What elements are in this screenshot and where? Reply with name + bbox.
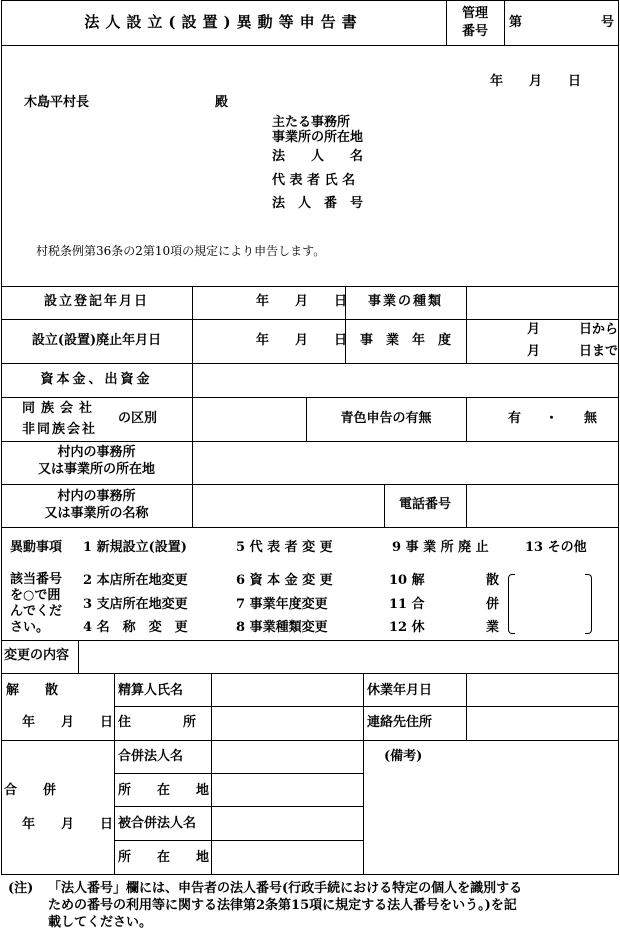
change-item-3[interactable]: 3 支店所在地変更 xyxy=(83,597,188,612)
change-item-12[interactable]: 12 休 xyxy=(389,620,425,635)
change-label-1: 異動事項 xyxy=(10,540,63,555)
merge-corp-label: 合併法人名 xyxy=(118,749,184,764)
blue-no[interactable]: 無 xyxy=(584,411,598,426)
change-label-3: を○で囲 xyxy=(10,588,61,603)
note-line-2: ための番号の利用等に関する法律第2条第15項に規定する法人番号をいう。)を記 xyxy=(48,898,517,913)
village-office-name-label-1: 村内の事務所 xyxy=(57,489,136,504)
form-title: 法人設立(設置)異動等申告書 xyxy=(84,13,363,31)
capital-label: 資本金、出資金 xyxy=(40,372,153,387)
village-office-name-label-2: 又は事業所の名称 xyxy=(44,506,149,521)
office-label-2: 事業所の所在地 xyxy=(272,130,364,145)
change-item-10[interactable]: 10 解 xyxy=(389,573,425,588)
phone-label: 電話番号 xyxy=(398,497,451,512)
change-label-2: 該当番号 xyxy=(10,572,63,587)
merge-corp-location-label: 所 在 地 xyxy=(118,783,210,798)
blue-return-label: 青色申告の有無 xyxy=(340,411,432,426)
change-item-11-suffix: 併 xyxy=(486,597,500,612)
change-item-13[interactable]: 13 その他 xyxy=(525,540,587,555)
number-suffix: 号 xyxy=(601,15,615,30)
addressee: 木島平村長 xyxy=(24,95,90,110)
honorific: 殿 xyxy=(215,95,229,110)
fiscal-to: 月 日まで xyxy=(527,344,619,359)
reg-date-label: 設立登記年月日 xyxy=(43,294,149,309)
change-item-1[interactable]: 1 新規設立(設置) xyxy=(83,540,187,555)
corp-name-label: 法 人 名 xyxy=(272,149,364,164)
statement: 村税条例第36条の2第10項の規定により申告します。 xyxy=(36,244,326,258)
blue-yes[interactable]: 有 xyxy=(508,411,522,426)
dissolve-date: 年 月 日 xyxy=(22,715,114,730)
dissolve-label: 解 散 xyxy=(6,683,59,698)
rep-name-label: 代 表 者 氏 名 xyxy=(272,173,356,188)
change-item-8[interactable]: 8 事業種類変更 xyxy=(236,620,328,635)
merge-label: 合 併 xyxy=(4,783,57,798)
note-line-3: 載してください。 xyxy=(48,915,153,930)
office-label-1: 主たる事務所 xyxy=(272,115,351,130)
change-item-5[interactable]: 5 代 表 者 変 更 xyxy=(236,540,333,555)
village-office-loc-label-2: 又は事業所の所在地 xyxy=(37,462,155,477)
merged-corp-location-label: 所 在 地 xyxy=(118,850,210,865)
change-label-4: んでくだ xyxy=(10,604,63,619)
blue-dot: ・ xyxy=(545,411,559,426)
change-content-label: 変更の内容 xyxy=(4,648,70,663)
abolish-date-value: 年 月 日 xyxy=(256,333,348,348)
corp-number-label: 法 人 番 号 xyxy=(272,196,364,211)
change-label-5: さい。 xyxy=(10,620,50,635)
change-item-11[interactable]: 11 合 xyxy=(389,597,425,612)
liquidator-label: 精算人氏名 xyxy=(118,683,184,698)
change-item-9[interactable]: 9 事 業 所 廃 止 xyxy=(392,540,489,555)
remarks-label: (備考) xyxy=(384,749,423,764)
mgmt-label-1: 管理 xyxy=(461,6,488,21)
number-prefix: 第 xyxy=(509,15,523,30)
change-item-4[interactable]: 4 名 称 変 更 xyxy=(83,620,188,635)
bracket-right xyxy=(585,574,592,634)
village-office-loc-label-1: 村内の事務所 xyxy=(57,445,136,460)
non-family-company-label: 非同族会社 xyxy=(22,422,98,437)
change-item-12-suffix: 業 xyxy=(486,620,500,635)
contact-address-label: 連絡先住所 xyxy=(367,715,433,730)
bracket-left xyxy=(508,574,515,634)
family-company-label: 同族会社 xyxy=(22,401,99,416)
change-item-2[interactable]: 2 本店所在地変更 xyxy=(83,573,188,588)
note-head: (注) xyxy=(8,881,34,896)
family-suffix: の区別 xyxy=(118,411,158,426)
address-label: 住 所 xyxy=(118,715,197,730)
merge-date: 年 月 日 xyxy=(22,817,114,832)
fiscal-year-label: 事 業 年 度 xyxy=(359,333,451,348)
mgmt-label-2: 番号 xyxy=(461,24,488,39)
reg-date-value: 年 月 日 xyxy=(256,294,348,309)
fiscal-from: 月 日から xyxy=(527,322,619,337)
abolish-date-label: 設立(設置)廃止年月日 xyxy=(31,333,162,348)
note-line-1: 「法人番号」欄には、申告者の法人番号(行政手続における特定の個人を識別する xyxy=(48,881,523,896)
merged-corp-label: 被合併法人名 xyxy=(118,816,197,831)
closure-date-label: 休業年月日 xyxy=(367,683,433,698)
business-type-label: 事業の種類 xyxy=(367,294,443,309)
filing-date: 年 月 日 xyxy=(490,74,582,89)
change-item-6[interactable]: 6 資 本 金 変 更 xyxy=(236,573,333,588)
change-item-7[interactable]: 7 事業年度変更 xyxy=(236,597,328,612)
change-item-10-suffix: 散 xyxy=(486,573,500,588)
